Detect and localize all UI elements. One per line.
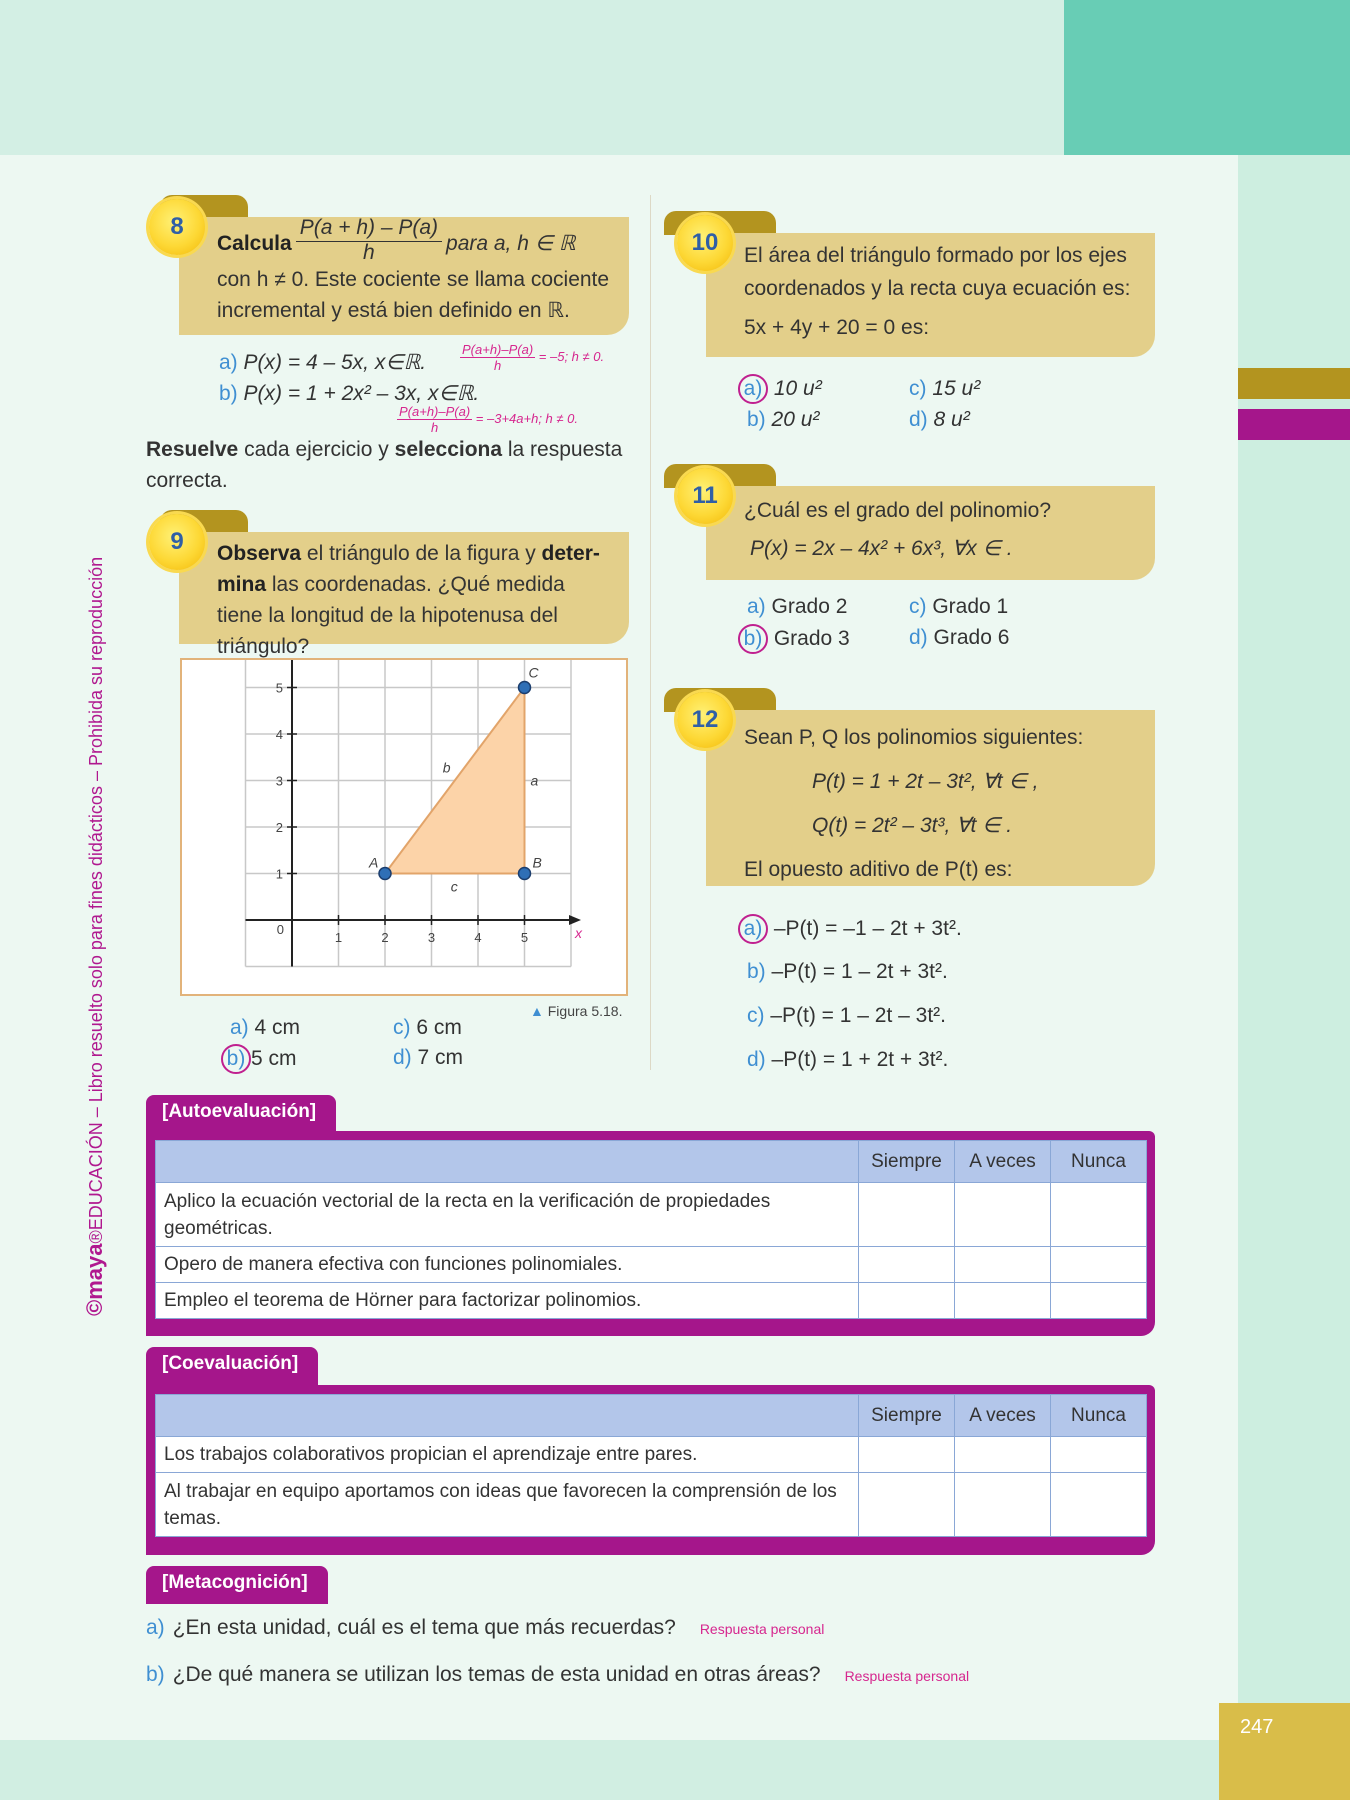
q8-option-a-letter: a) bbox=[219, 351, 238, 374]
autoevaluacion-header-blank bbox=[156, 1141, 859, 1183]
q8-option-a-answer bbox=[460, 342, 604, 373]
q12-option-a-letter: a) bbox=[738, 914, 768, 944]
q9-option-d-text: 7 cm bbox=[417, 1046, 464, 1069]
x-tick-label: 2 bbox=[381, 930, 389, 945]
instruction-text-1: cada ejercicio y bbox=[238, 438, 395, 461]
q11-option-d-text: Grado 6 bbox=[933, 626, 1010, 649]
q10-option-a-letter: a) bbox=[738, 374, 768, 404]
q12-formula-2: Q(t) = 2t² – 3t³, ∀t ∈ . bbox=[812, 814, 1013, 837]
q12-number-badge: 12 bbox=[677, 692, 733, 748]
q8-option-b-answer bbox=[397, 404, 578, 435]
q11-option-c-text: Grado 1 bbox=[932, 595, 1009, 618]
q12-box bbox=[706, 710, 1155, 886]
instruction-bold-1: Resuelve bbox=[146, 438, 239, 461]
table-row bbox=[156, 1247, 1147, 1283]
autoevaluacion-row-1-text: Aplico la ecuación vectorial de la recta en la verificación de propiedades geométricas. bbox=[156, 1183, 859, 1247]
q12-option-c-text: –P(t) = 1 – 2t – 3t². bbox=[770, 1004, 947, 1027]
q8-a-note-num: P(a+h)–P(a) bbox=[462, 342, 534, 357]
instruction-bold-2: selecciona bbox=[394, 438, 503, 461]
metacognicion-a-answer: Respuesta personal bbox=[699, 1621, 825, 1637]
coevaluacion-header-aveces: A veces bbox=[955, 1395, 1051, 1437]
table-row bbox=[156, 1183, 1147, 1247]
q8-option-b bbox=[219, 381, 479, 406]
autoevaluacion-row-1-aveces-cell[interactable] bbox=[955, 1183, 1051, 1247]
q9-option-c bbox=[393, 1016, 462, 1040]
q9-option-d bbox=[393, 1046, 463, 1070]
q11-option-a-text: Grado 2 bbox=[771, 595, 848, 618]
q8-frac-den: h bbox=[363, 241, 375, 264]
q12-line2: El opuesto aditivo de P(t) es: bbox=[744, 858, 1013, 881]
side-label-a: a bbox=[530, 772, 539, 789]
autoevaluacion-header-nunca: Nunca bbox=[1051, 1141, 1147, 1183]
coevaluacion-row-1-aveces-cell[interactable] bbox=[955, 1437, 1051, 1473]
coevaluacion-frame bbox=[146, 1385, 1155, 1555]
q12-option-d-letter: d) bbox=[747, 1048, 766, 1071]
q11-option-c-letter: c) bbox=[909, 595, 927, 618]
metacognicion-a-letter: a) bbox=[146, 1616, 165, 1639]
metacognicion-a-text: ¿En esta unidad, cuál es el tema que más recuerdas? bbox=[172, 1616, 676, 1639]
q8-box bbox=[179, 217, 629, 335]
table-row bbox=[156, 1283, 1147, 1319]
q11-option-d-letter: d) bbox=[909, 626, 928, 649]
q9-box bbox=[179, 532, 629, 658]
autoevaluacion-table bbox=[155, 1140, 1147, 1319]
autoevaluacion-row-3-aveces-cell[interactable] bbox=[955, 1283, 1051, 1319]
q9-option-a bbox=[230, 1016, 300, 1040]
metacognicion-question-b bbox=[146, 1663, 969, 1687]
q8-option-b-letter: b) bbox=[219, 382, 238, 405]
q10-option-a-text: 10 u² bbox=[773, 377, 822, 400]
q11-option-a-letter: a) bbox=[747, 595, 766, 618]
q10-number-badge: 10 bbox=[677, 215, 733, 271]
q8-line1 bbox=[217, 216, 611, 264]
coevaluacion-header-siempre: Siempre bbox=[859, 1395, 955, 1437]
point-label-a: A bbox=[369, 854, 379, 871]
q10-line2: coordenados y la recta cuya ecuación es: bbox=[744, 277, 1131, 300]
autoevaluacion-row-3-text: Empleo el teorema de Hörner para factorizar polinomios. bbox=[156, 1283, 859, 1319]
y-tick-label: 5 bbox=[275, 680, 283, 696]
origin-label: 0 bbox=[276, 922, 284, 937]
q8-b-note-num: P(a+h)–P(a) bbox=[399, 404, 471, 419]
q10-option-b-letter: b) bbox=[747, 408, 766, 431]
q10-option-a bbox=[738, 374, 822, 404]
q8-frac-num: P(a + h) – P(a) bbox=[296, 215, 442, 242]
autoevaluacion-row-1-siempre-cell[interactable] bbox=[859, 1183, 955, 1247]
q9-option-b-letter: b) bbox=[221, 1044, 251, 1074]
q10-option-c-text: 15 u² bbox=[932, 377, 981, 400]
q8-option-a bbox=[219, 350, 426, 375]
autoevaluacion-row-2-text: Opero de manera efectiva con funciones polinomiales. bbox=[156, 1247, 859, 1283]
q9-bold-1: Observa bbox=[217, 542, 302, 565]
x-tick-label: 1 bbox=[334, 930, 343, 945]
metacognicion-b-answer: Respuesta personal bbox=[844, 1668, 970, 1684]
q9-number-badge: 9 bbox=[149, 514, 205, 570]
metacognicion-question-a bbox=[146, 1616, 824, 1640]
q12-option-b bbox=[747, 960, 948, 984]
point-label-c: C bbox=[528, 664, 539, 681]
metacognicion-b-letter: b) bbox=[146, 1663, 165, 1686]
coevaluacion-title: [Coevaluación] bbox=[146, 1347, 318, 1385]
q10-option-c-letter: c) bbox=[909, 377, 927, 400]
page-number: 247 bbox=[1240, 1716, 1274, 1738]
table-row bbox=[156, 1473, 1147, 1537]
q9-text-1: el triángulo de la figura y bbox=[301, 542, 542, 565]
q10-line1: El área del triángulo formado por los ejes bbox=[744, 244, 1127, 267]
autoevaluacion-frame bbox=[146, 1131, 1155, 1336]
side-copyright-rest: ®EDUCACIÓN – Libro resuelto solo para fines didácticos – Prohibida su reproducción bbox=[86, 556, 106, 1244]
q10-option-d-letter: d) bbox=[909, 408, 928, 431]
point-c bbox=[519, 682, 531, 694]
q12-option-a-text: –P(t) = –1 – 2t + 3t². bbox=[773, 917, 962, 940]
q11-box bbox=[706, 486, 1155, 580]
q12-option-a bbox=[738, 914, 962, 944]
q12-option-d bbox=[747, 1048, 948, 1072]
q9-option-d-letter: d) bbox=[393, 1046, 412, 1069]
x-tick-label: 3 bbox=[427, 930, 436, 945]
q9-text-2: las coordenadas. ¿Qué medida tiene la longitud de la hipotenusa del triángulo? bbox=[217, 573, 565, 658]
q10-option-d-text: 8 u² bbox=[933, 408, 970, 431]
metacognicion-title: [Metacognición] bbox=[146, 1566, 328, 1604]
q10-option-c bbox=[909, 377, 980, 401]
q11-option-c bbox=[909, 595, 1008, 619]
side-copyright-text bbox=[82, 486, 108, 1316]
q10-option-d bbox=[909, 408, 970, 432]
q8-fraction bbox=[296, 215, 442, 264]
coevaluacion-header-row bbox=[156, 1395, 1147, 1437]
q9-option-a-text: 4 cm bbox=[254, 1016, 301, 1039]
x-tick-label: 5 bbox=[520, 930, 529, 945]
q8-a-note-result: = –5; h ≠ 0. bbox=[538, 348, 605, 364]
q11-option-b-letter: b) bbox=[738, 624, 768, 654]
q9-text bbox=[217, 542, 600, 658]
triangle-figure bbox=[180, 658, 628, 996]
coevaluacion-row-1-nunca-cell[interactable] bbox=[1051, 1437, 1147, 1473]
caption-triangle-icon: ▲ bbox=[530, 1003, 544, 1019]
q8-b-note-result: = –3+4a+h; h ≠ 0. bbox=[475, 410, 578, 426]
autoevaluacion-row-2-siempre-cell[interactable] bbox=[859, 1247, 955, 1283]
coevaluacion-header-blank bbox=[156, 1395, 859, 1437]
magenta-tab-marker bbox=[1238, 409, 1350, 440]
y-tick-label: 1 bbox=[275, 866, 283, 882]
q11-option-d bbox=[909, 626, 1009, 650]
q8-a-note-den: h bbox=[493, 358, 502, 373]
point-a bbox=[379, 868, 391, 880]
y-tick-label: 2 bbox=[275, 820, 283, 835]
coevaluacion-row-2-aveces-cell[interactable] bbox=[955, 1473, 1051, 1537]
q12-option-c-letter: c) bbox=[747, 1004, 765, 1027]
q12-option-b-letter: b) bbox=[747, 960, 766, 983]
q12-formula-1: P(t) = 1 + 2t – 3t², ∀t ∈ , bbox=[812, 770, 1039, 793]
point-b bbox=[519, 868, 531, 880]
figure-caption bbox=[530, 1003, 622, 1019]
coevaluacion-header-nunca: Nunca bbox=[1051, 1395, 1147, 1437]
table-row bbox=[156, 1437, 1147, 1473]
autoevaluacion-row-2-aveces-cell[interactable] bbox=[955, 1247, 1051, 1283]
coevaluacion-row-2-siempre-cell[interactable] bbox=[859, 1473, 955, 1537]
x-axis-label: x bbox=[575, 925, 582, 941]
point-label-b: B bbox=[532, 854, 542, 871]
maya-logo-text: ©maya bbox=[82, 1243, 107, 1316]
y-tick-label: 4 bbox=[275, 727, 283, 742]
instruction-text bbox=[146, 434, 636, 496]
q9-option-b bbox=[221, 1044, 297, 1074]
gold-tab-marker bbox=[1238, 368, 1350, 399]
autoevaluacion-title: [Autoevaluación] bbox=[146, 1095, 336, 1133]
coevaluacion-row-2-nunca-cell[interactable] bbox=[1051, 1473, 1147, 1537]
autoevaluacion-header-aveces: A veces bbox=[955, 1141, 1051, 1183]
q11-option-b-text: Grado 3 bbox=[773, 627, 850, 650]
q11-number-badge: 11 bbox=[677, 468, 733, 524]
coevaluacion-row-1-text: Los trabajos colaborativos propician el aprendizaje entre pares. bbox=[156, 1437, 859, 1473]
q9-option-c-letter: c) bbox=[393, 1016, 411, 1039]
q12-option-c bbox=[747, 1004, 946, 1028]
autoevaluacion-header-siempre: Siempre bbox=[859, 1141, 955, 1183]
q8-after-frac: para a, h ∈ ℝ bbox=[446, 232, 576, 256]
q10-box bbox=[706, 233, 1155, 357]
autoevaluacion-row-3-nunca-cell[interactable] bbox=[1051, 1283, 1147, 1319]
q8-verb: Calcula bbox=[217, 232, 292, 256]
y-tick-label: 3 bbox=[275, 773, 283, 789]
q11-formula: P(x) = 2x – 4x² + 6x³, ∀x ∈ . bbox=[750, 537, 1013, 560]
q8-line2: con h ≠ 0. Este cociente se llama cociente bbox=[217, 268, 610, 291]
q8-option-b-text: P(x) = 1 + 2x² – 3x, x∈ℝ. bbox=[243, 382, 480, 405]
q12-option-b-text: –P(t) = 1 – 2t + 3t². bbox=[771, 960, 948, 983]
x-tick-label: 4 bbox=[474, 930, 482, 945]
q9-option-c-text: 6 cm bbox=[416, 1016, 462, 1039]
instruction-text-2: la respuesta correcta. bbox=[146, 438, 623, 492]
figure-caption-text: Figura 5.18. bbox=[547, 1003, 623, 1019]
q8-option-a-text: P(x) = 4 – 5x, x∈ℝ. bbox=[243, 351, 427, 374]
q12-line1: Sean P, Q los polinomios siguientes: bbox=[744, 726, 1084, 749]
q10-option-b-text: 20 u² bbox=[771, 408, 820, 431]
x-axis-arrow-icon bbox=[569, 915, 581, 925]
metacognicion-b-text: ¿De qué manera se utilizan los temas de esta unidad en otras áreas? bbox=[172, 1663, 821, 1686]
q9-option-a-letter: a) bbox=[230, 1016, 249, 1039]
side-label-c: c bbox=[450, 878, 458, 895]
q11-option-a bbox=[747, 595, 847, 619]
autoevaluacion-row-1-nunca-cell[interactable] bbox=[1051, 1183, 1147, 1247]
q9-bold-3: mina bbox=[217, 573, 267, 596]
column-divider bbox=[650, 195, 651, 1070]
coordinate-plane bbox=[182, 660, 626, 994]
q11-option-b bbox=[738, 624, 850, 654]
coevaluacion-row-1-siempre-cell[interactable] bbox=[859, 1437, 955, 1473]
q9-bold-2: deter- bbox=[541, 542, 600, 565]
q8-line3: incremental y está bien definido en ℝ. bbox=[217, 299, 570, 322]
q8-b-note-den: h bbox=[430, 420, 439, 435]
coevaluacion-table bbox=[155, 1394, 1147, 1537]
bottom-band bbox=[0, 1740, 1219, 1800]
q11-line1: ¿Cuál es el grado del polinomio? bbox=[744, 499, 1052, 522]
coevaluacion-row-2-text: Al trabajar en equipo aportamos con ideas que favorecen la comprensión de los temas. bbox=[156, 1473, 859, 1537]
autoevaluacion-row-3-siempre-cell[interactable] bbox=[859, 1283, 955, 1319]
q9-option-b-text: 5 cm bbox=[251, 1047, 297, 1070]
q12-option-d-text: –P(t) = 1 + 2t + 3t². bbox=[771, 1048, 949, 1071]
autoevaluacion-row-2-nunca-cell[interactable] bbox=[1051, 1247, 1147, 1283]
autoevaluacion-header-row bbox=[156, 1141, 1147, 1183]
q8-number-badge: 8 bbox=[149, 199, 205, 255]
side-label-b: b bbox=[442, 759, 451, 776]
q10-option-b bbox=[747, 408, 819, 432]
q10-line3: 5x + 4y + 20 = 0 es: bbox=[744, 316, 930, 339]
